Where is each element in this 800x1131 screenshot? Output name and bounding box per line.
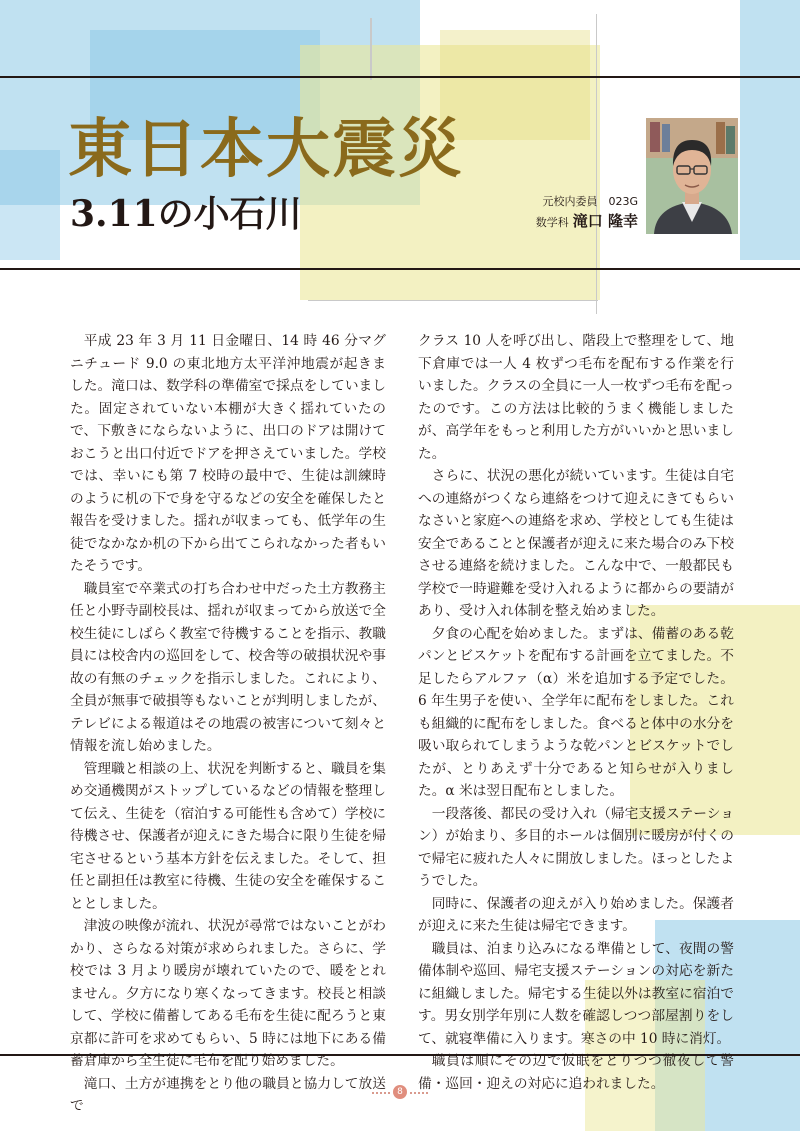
body-column-left <box>70 330 386 1118</box>
paragraph: 津波の映像が流れ、状況が尋常ではないことがわかり、さらなる対策が求められました。さらに、学校では 3 月より暖房が壊れていたので、暖をとれません。夕方になり寒くなってきます。校長と相談して、学校に備蓄してある毛布を生徒に配ろうと東京都に許可を求めてもらい、5 時には地下にある備蓄倉庫から全生徒に毛布を配り始めました。 <box>70 918 386 1069</box>
page-subtitle: 3.11の小石川 <box>70 193 302 235</box>
paragraph: クラス 10 人を呼び出し、階段上で整理をして、地下倉庫では一人 4 枚ずつ毛布を配布する作業を行いました。クラスの全員に一人一枚ずつ毛布を配ったのです。この方法は比較的うまく機能しましたが、高学年をもっと利用した方がいいかと思いました。 <box>418 333 734 462</box>
header-rule-top <box>0 76 800 78</box>
page-title: 東日本大震災 <box>68 112 464 187</box>
author-photo <box>646 118 738 234</box>
paragraph: 滝口、土方が連携をとり他の職員と協力して放送で <box>70 1075 386 1114</box>
paragraph: 平成 23 年 3 月 11 日金曜日、14 時 46 分マグニチュード 9.0 の東北地方太平洋沖地震が起きました。滝口は、数学科の準備室で採点をしていました。固定されていない本棚が大きく揺れていたので、下敷きにならないように、出口のドアは開けておこうと出口付近でドアを押さえていました。学校では、幸いにも第 7 校時の最中で、生徒は訓練時のように机の下で身を守るなどの安全を確保したと報告を受けました。揺れが収まっても、低学年の生徒でなかなか机の下から出てこられなかった者もいたそうです。 <box>70 333 386 574</box>
paragraph: さらに、状況の悪化が続いています。生徒は自宅への連絡がつくなら連絡をつけて迎えにきてもらいなさいと家庭への連絡を求め、学校としても生徒は安全であることと保護者が迎えに来た場合のみ下校させる連絡を続けました。こんな中で、一般都民も学校で一時避難を受け入れるように都からの要請があり、受け入れ体制を整え始めました。 <box>418 468 734 619</box>
paragraph: 同時に、保護者の迎えが入り始めました。保護者が迎えに来た生徒は帰宅できます。 <box>418 895 734 934</box>
watercolor-wash-blue-right <box>740 0 800 260</box>
frame-line-top <box>370 18 372 80</box>
author-dept: 数学科 <box>535 216 569 229</box>
portrait-illustration <box>646 118 738 234</box>
paragraph: 管理職と相談の上、状況を判断すると、職員を集め交通機関がストップしているなどの情報を整理して伝え、生徒を（宿泊する可能性も含めて）学校に待機させ、保護者が迎えにきた場合に限り生徒を帰宅させるという基本方針を伝えました。そして、担任と副担任は教室に待機、生徒の安全を確保することとしました。 <box>70 760 386 912</box>
paragraph: 職員は順にその辺で仮眠をとりつつ徹夜して警備・巡回・迎えの対応に追われました。 <box>418 1053 734 1092</box>
paragraph: 職員室で卒業式の打ち合わせ中だった土方教務主任と小野寺副校長は、揺れが収まってから放送で全校生徒にしばらく教室で待機することを指示、教職員には校舎内の巡回をして、校舎等の破損状況や事故の有無のチェックを指示しました。これにより、全員が無事で破損等もないことが判明しましたが、テレビによる報道はその地震の被害について刻々と情報を流し始めました。 <box>70 580 386 754</box>
paragraph: 職員は、泊まり込みになる準備として、夜間の警備体制や巡回、帰宅支援ステーションの対応を新たに組織しました。帰宅する生徒以外は教室に宿泊です。男女別学年別に人数を確認しつつ部屋割りをして、就寝準備に入ります。寒さの中 10 時に消灯。 <box>418 940 734 1047</box>
dotted-ornament-left <box>372 1092 390 1094</box>
dotted-ornament-right <box>410 1092 428 1094</box>
page-number-badge <box>376 1082 424 1104</box>
frame-line-mid <box>308 300 598 301</box>
paragraph: 一段落後、都民の受け入れ（帰宅支援ステーション）が始まり、多目的ホールは個別に暖房が付くので帰宅に疲れた人々に開放しました。ほっとしたようでした。 <box>418 805 734 889</box>
author-role: 元校内委員 023G <box>542 195 638 208</box>
watercolor-wash-blue-left <box>0 150 60 260</box>
header-rule-bottom <box>0 268 800 270</box>
page-number: 8 <box>393 1085 407 1099</box>
body-column-right <box>418 330 734 1095</box>
author-block <box>520 194 638 234</box>
author-name: 滝口 隆幸 <box>572 212 638 230</box>
author-line <box>520 210 638 234</box>
paragraph: 夕食の心配を始めました。まずは、備蓄のある乾パンとビスケットを配布する計画を立てました。不足したらアルファ（α）米を追加する予定でした。6 年生男子を使い、全学年に配布をしました。これも組織的に配布をしました。食べると体中の水分を吸い取られてしまうような乾パンとビスケットでしたが、とりあえず十分であると知らせが入りました。α 米は翌日配布としました。 <box>418 625 734 799</box>
